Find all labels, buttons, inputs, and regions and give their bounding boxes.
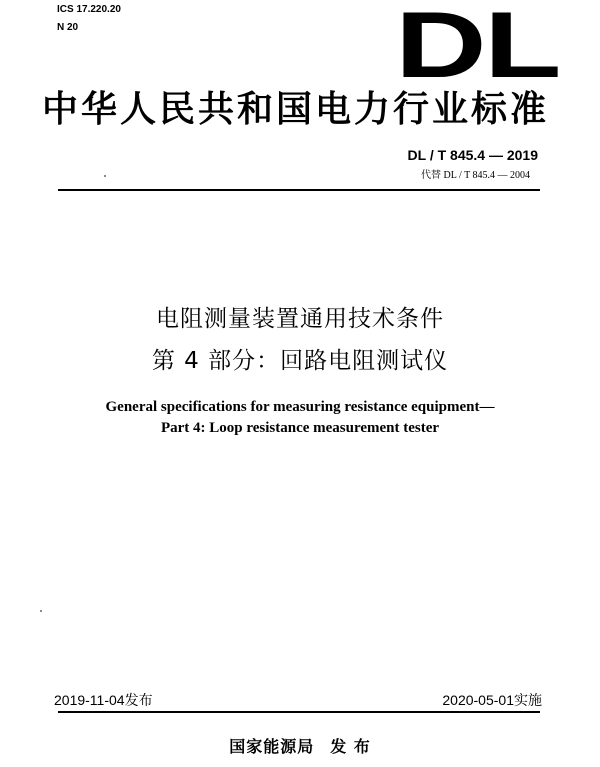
standard-code: DL / T 845.4 — 2019 xyxy=(407,147,538,163)
issue-date: 2019-11-04发布 xyxy=(54,692,153,708)
dl-logo: DL xyxy=(395,0,559,97)
replaced-standard: 代替 DL / T 845.4 — 2004 xyxy=(421,170,530,181)
scan-speck xyxy=(104,175,106,177)
bottom-divider xyxy=(58,711,540,713)
ccs-code: N 20 xyxy=(57,22,79,33)
title-en-line1: General specifications for measuring resistance equipment— xyxy=(105,399,495,415)
top-divider xyxy=(58,189,540,191)
title-cn-line1: 电阻测量装置通用技术条件 xyxy=(156,306,444,332)
implementation-date: 2020-05-01实施 xyxy=(442,692,542,708)
issuer-line xyxy=(0,734,600,757)
ics-code: ICS 17.220.20 xyxy=(57,4,121,15)
standard-category: 中华人民共和国电力行业标准 xyxy=(42,89,550,130)
issuer-action: 发 布 xyxy=(330,737,371,756)
title-cn-line2: 第 4 部分：回路电阻测试仪 xyxy=(151,348,449,374)
scan-speck xyxy=(40,610,42,612)
title-en-line2: Part 4: Loop resistance measurement tester xyxy=(160,420,440,436)
issuer-name: 国家能源局 xyxy=(229,737,315,756)
